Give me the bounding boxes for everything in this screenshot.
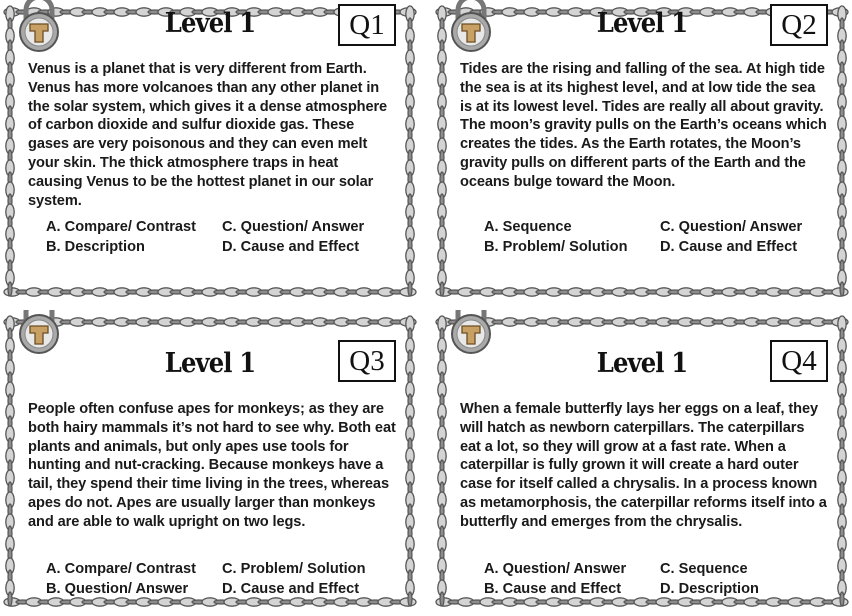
option-d[interactable]: D. Cause and Effect [222,239,360,255]
task-card-q2 [432,0,852,306]
answer-options [484,560,824,598]
question-number: Q3 [338,340,396,382]
passage-text: When a female butterfly lays her eggs on a leaf, they will hatch as newborn caterpillars. The caterpillars eat a lot, so they will grow at a fast rate. When a caterpillar is fully grown it will create a hard outer case for itself called a chrysalis. In a process known as metamorphosis, the caterpillar reforms itself into a butterfly and emerges from the chrysalis. [460,401,827,530]
option-b[interactable]: B. Question/ Answer [46,581,189,597]
option-b[interactable]: B. Cause and Effect [484,581,622,597]
option-b[interactable]: B. Description [46,239,145,255]
option-c[interactable]: C. Question/ Answer [660,219,803,235]
option-a[interactable]: A. Question/ Answer [484,561,627,577]
option-c[interactable]: C. Question/ Answer [222,219,365,235]
option-a[interactable]: A. Compare/ Contrast [46,219,197,235]
task-card-q3 [0,310,420,616]
level-title: Level 1 [596,348,688,379]
answer-options [46,218,386,256]
passage-text: Tides are the rising and falling of the sea. At high tide the sea is at its highest level, and at low tide the sea is at its lowest level. Tides are really all about gravity. The moon’s gravity pulls on the Earth’s oceans which creates the tides. As the Earth rotates, the Moon’s gravity pulls on different parts of the Earth and the oceans bulge toward the Moon. [460,61,827,190]
question-number: Q1 [338,4,396,46]
option-b[interactable]: B. Problem/ Solution [484,239,628,255]
answer-options [484,218,824,256]
option-c[interactable]: C. Sequence [660,561,748,577]
answer-options [46,560,386,598]
question-number: Q2 [770,4,828,46]
question-number: Q4 [770,340,828,382]
option-d[interactable]: D. Description [660,581,759,597]
option-a[interactable]: A. Sequence [484,219,572,235]
level-title: Level 1 [164,348,256,379]
option-d[interactable]: D. Cause and Effect [222,581,360,597]
option-a[interactable]: A. Compare/ Contrast [46,561,197,577]
task-card-q1 [0,0,420,306]
passage-text: People often confuse apes for monkeys; as they are both hairy mammals it’s not hard to see why. Both eat plants and animals, but only apes use tools for hunting and nut-cracking. Because monkeys have a tail, they spend their time living in the trees, whereas apes do not. Apes are usually larger than monkeys and are able to walk upright on two legs. [28,401,396,530]
option-d[interactable]: D. Cause and Effect [660,239,798,255]
option-c[interactable]: C. Problem/ Solution [222,561,366,577]
passage-text: Venus is a planet that is very different from Earth. Venus has more volcanoes than any other planet in the solar system, which gives it a dense atmosphere of carbon dioxide and sulfur dioxide gas. These gases are very poisonous and they can even melt your skin. The thick atmosphere traps in heat causing Venus to be the hottest planet in our solar system. [28,61,388,209]
level-title: Level 1 [164,8,256,39]
level-title: Level 1 [596,8,688,39]
task-card-q4 [432,310,852,616]
